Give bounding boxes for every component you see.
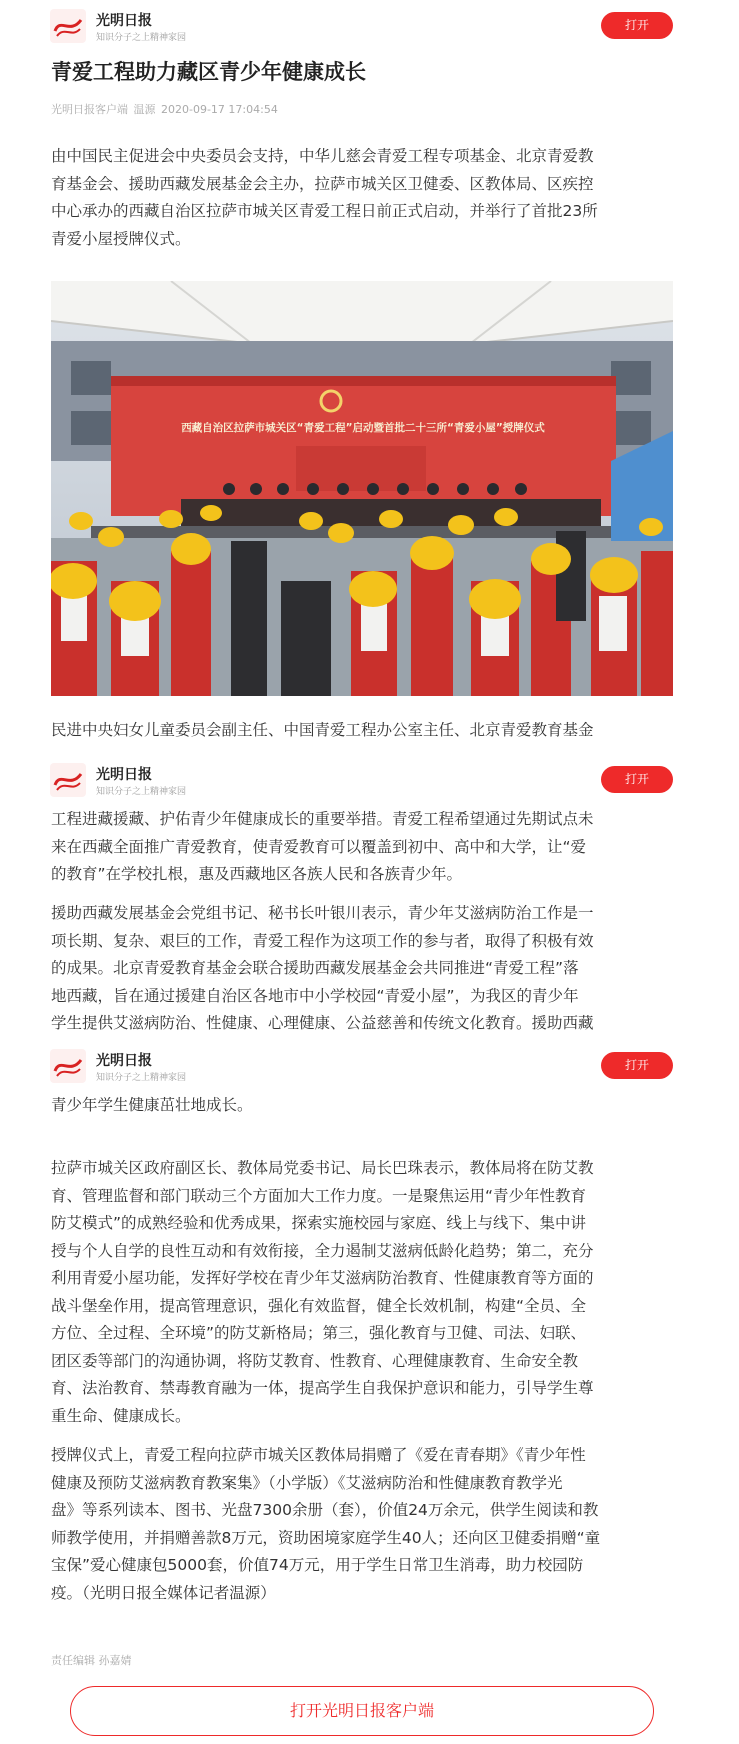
gmrb-logo-icon	[50, 9, 86, 43]
paragraph-line: 师教学使用，并捐赠善款8万元，资助困境家庭学生40人；还向区卫健委捐赠“童	[51, 1528, 601, 1547]
gmrb-logo-icon	[50, 763, 86, 797]
paragraph-line: 育基金会、援助西藏发展基金会主办，拉萨市城关区卫健委、区教体局、区疾控	[51, 174, 594, 193]
app-header-repeat	[0, 1040, 739, 1092]
ceremony-photo-illustration	[51, 281, 673, 696]
paragraph-line: 重生命、健康成长。	[51, 1406, 191, 1425]
article-paragraph-1	[51, 143, 675, 253]
open-client-button[interactable]: 打开光明日报客户端	[70, 1686, 654, 1736]
paragraph-line: 健康及预防艾滋病教育教案集》（小学版）《艾滋病防治和性健康教育教学光	[51, 1473, 563, 1492]
article-photo	[51, 281, 673, 696]
app-name: 光明日报	[96, 13, 152, 29]
meta-source: 光明日报客户端	[51, 103, 128, 116]
app-header	[0, 0, 739, 52]
paragraph-line: 授与个人自学的良性互动和有效衔接，全力遏制艾滋病低龄化趋势；第二，充分	[51, 1241, 594, 1260]
article-paragraph-5	[51, 1092, 675, 1120]
article-paragraph-3	[51, 806, 675, 889]
paragraph-line: 育、法治教育、禁毒教育融为一体，提高学生自我保护意识和能力，引导学生尊	[51, 1379, 594, 1397]
paragraph-line: 地西藏，旨在通过援建自治区各地市中小学校园“青爱小屋”，为我区的青少年	[51, 986, 579, 1005]
app-header-repeat	[0, 754, 739, 806]
meta-time: 2020-09-17 17:04:54	[161, 103, 278, 116]
article-title: 青爱工程助力藏区青少年健康成长	[51, 60, 366, 84]
gmrb-logo-icon	[50, 1049, 86, 1083]
open-app-button[interactable]: 打开	[601, 12, 673, 39]
paragraph-line: 青少年学生健康茁壮地成长。	[51, 1096, 253, 1114]
article-paragraph-6	[51, 1155, 675, 1430]
paragraph-line: 的成果。北京青爱教育基金会联合援助西藏发展基金会共同推进“青爱工程”落	[51, 959, 579, 977]
paragraph-line: 中心承办的西藏自治区拉萨市城关区青爱工程日前正式启动，并举行了首批23所	[51, 202, 598, 220]
paragraph-line: 防艾模式”的成熟经验和优秀成果，探索实施校园与家庭、线上与线下、集中讲	[51, 1214, 587, 1232]
paragraph-line: 疫。（光明日报全媒体记者温源）	[51, 1583, 276, 1602]
paragraph-line: 工程进藏援藏、护佑青少年健康成长的重要举措。青爱工程希望通过先期试点未	[51, 810, 594, 828]
article-paragraph-2	[51, 717, 675, 745]
app-slogan: 知识分子之上精神家园	[96, 33, 187, 43]
paragraph-line: 援助西藏发展基金会党组书记、秘书长叶银川表示，青少年艾滋病防治工作是一	[51, 904, 594, 922]
paragraph-line: 由中国民主促进会中央委员会支持，中华儿慈会青爱工程专项基金、北京青爱教	[51, 147, 594, 165]
paragraph-line: 青爱小屋授牌仪式。	[51, 229, 191, 248]
responsible-editor: 责任编辑 孙嘉婧	[51, 1654, 132, 1667]
open-app-button[interactable]: 打开	[601, 1052, 673, 1079]
app-slogan: 知识分子之上精神家园	[96, 787, 187, 797]
paragraph-line: 学生提供艾滋病防治、性健康、心理健康、公益慈善和传统文化教育。援助西藏	[51, 1014, 594, 1032]
paragraph-line: 来在西藏全面推广青爱教育，使青爱教育可以覆盖到初中、高中和大学，让“爱	[51, 837, 587, 856]
paragraph-line: 的教育”在学校扎根，惠及西藏地区各族人民和各族青少年。	[51, 865, 463, 883]
paragraph-line: 育、管理监督和部门联动三个方面加大工作力度。一是聚焦运用“青少年性教育	[51, 1186, 587, 1205]
paragraph-line: 拉萨市城关区政府副区长、教体局党委书记、局长巴珠表示，教体局将在防艾教	[51, 1159, 594, 1177]
article-meta	[51, 101, 280, 117]
paragraph-line: 盘》等系列读本、图书、光盘7300余册（套），价值24万余元，供学生阅读和教	[51, 1501, 599, 1519]
open-app-button[interactable]: 打开	[601, 766, 673, 793]
paragraph-line: 项长期、复杂、艰巨的工作，青爱工程作为这项工作的参与者，取得了积极有效	[51, 931, 594, 950]
paragraph-line: 团区委等部门的沟通协调，将防艾教育、性教育、心理健康教育、生命安全教	[51, 1351, 579, 1370]
paragraph-line: 民进中央妇女儿童委员会副主任、中国青爱工程办公室主任、北京青爱教育基金	[51, 721, 594, 739]
app-name: 光明日报	[96, 1053, 152, 1069]
article-paragraph-4	[51, 900, 675, 1038]
photo-banner-text: 西藏自治区拉萨市城关区“青爱工程”启动暨首批二十三所“青爱小屋”授牌仪式	[181, 422, 545, 434]
meta-author: 温源	[133, 103, 156, 116]
paragraph-line: 授牌仪式上，青爱工程向拉萨市城关区教体局捐赠了《爱在青春期》《青少年性	[51, 1446, 586, 1464]
paragraph-line: 方位、全过程、全环境”的防艾新格局；第三，强化教育与卫健、司法、妇联、	[51, 1324, 587, 1342]
app-name: 光明日报	[96, 767, 152, 783]
app-slogan: 知识分子之上精神家园	[96, 1073, 187, 1083]
paragraph-line: 利用青爱小屋功能，发挥好学校在青少年艾滋病防治教育、性健康教育等方面的	[51, 1269, 594, 1287]
paragraph-line: 战斗堡垒作用，提高管理意识，强化有效监督，健全长效机制，构建“全员、全	[51, 1296, 587, 1315]
paragraph-line: 宝保”爱心健康包5000套，价值74万元，用于学生日常卫生消毒，助力校园防	[51, 1556, 584, 1574]
article-paragraph-7	[51, 1442, 675, 1607]
